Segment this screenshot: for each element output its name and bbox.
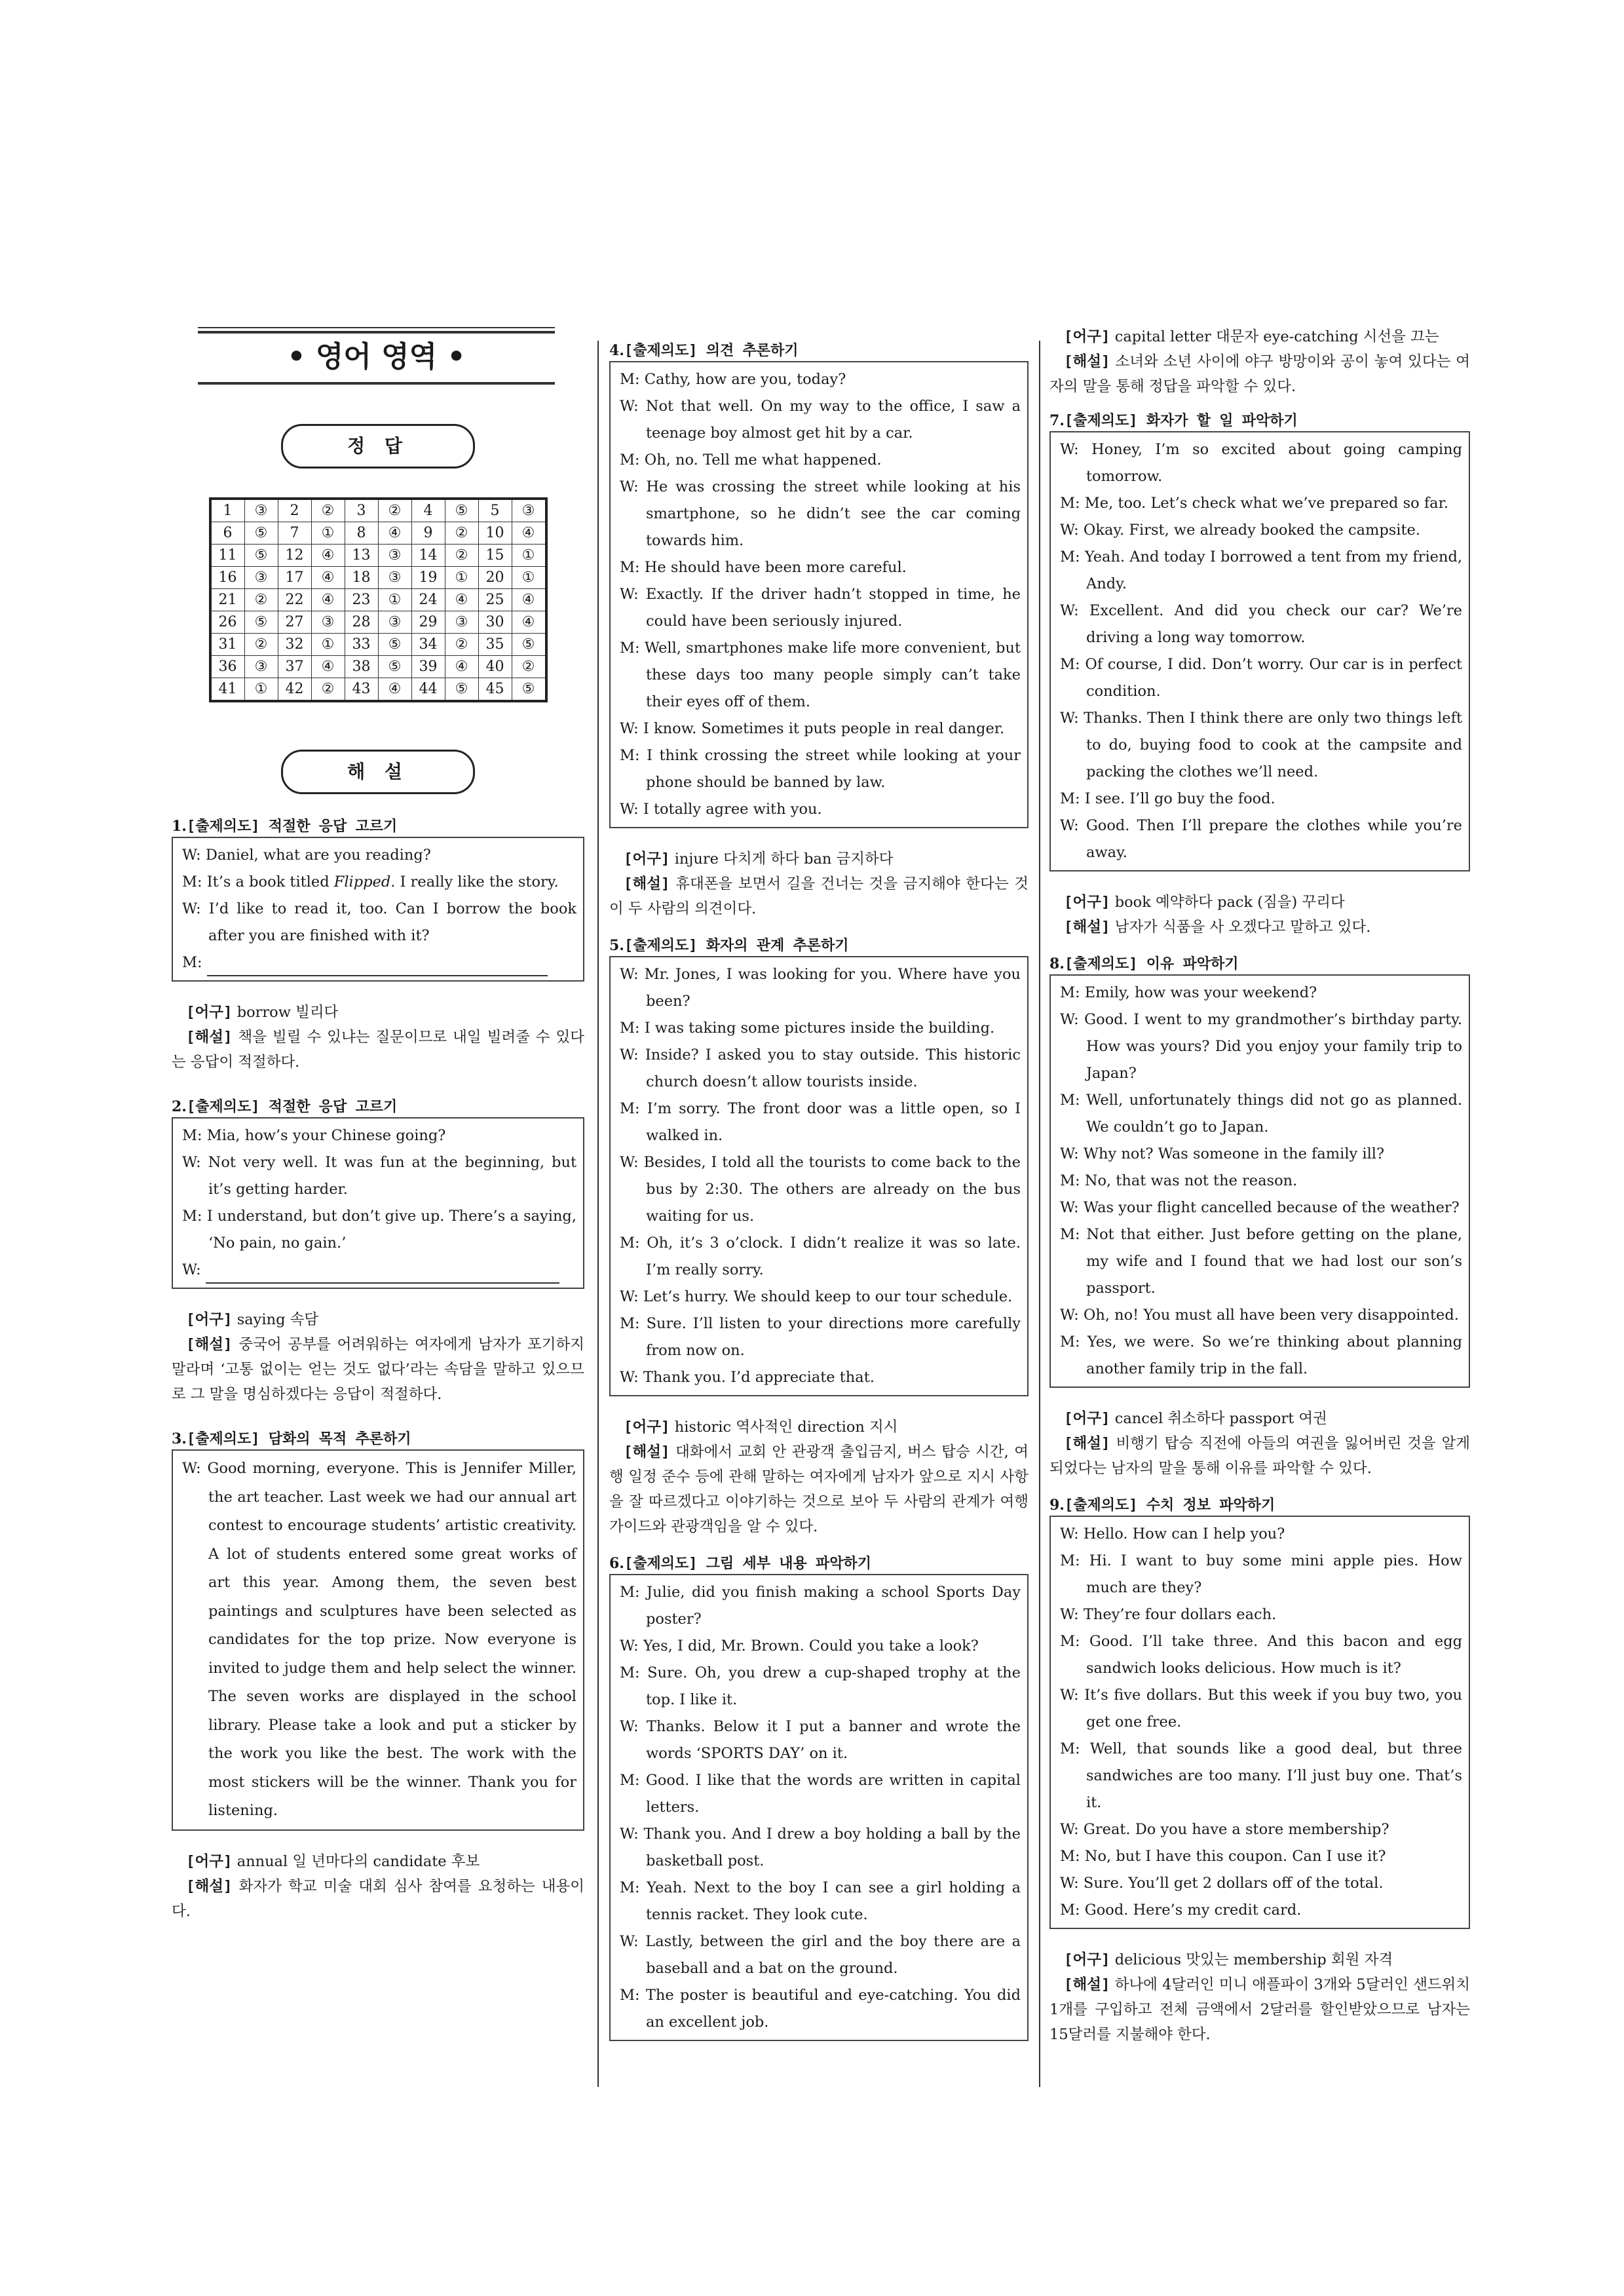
answer-mark: ② (512, 656, 546, 678)
answer-row (210, 611, 546, 634)
dialog-line: W: It’s five dollars. But this week if you buy two, you get one free. (1060, 1687, 1462, 1731)
q7-notes: [어구] book 예약하다 pack (짐을) 꾸리다 [해설] 남자가 식품을 사 오겠다고 말하고 있다. (1064, 894, 1371, 936)
answer-blank (206, 1268, 559, 1284)
q6-notes: [어구] capital letter 대문자 eye-catching 시선을 끄는 [해설] 소녀와 소년 사이에 야구 방망이와 공이 놓여 있다는 여자의 말을 통해 정답을 파악할 수 있다. (1049, 328, 1470, 395)
dialog-line: W: I totally agree with you. (620, 801, 822, 818)
question-number: 15 (478, 545, 512, 567)
answer-mark: ④ (311, 656, 345, 678)
answer-mark: ⑤ (244, 611, 278, 634)
q4-dialog (609, 361, 1029, 828)
question-number: 35 (478, 634, 512, 656)
question-number: 33 (345, 634, 378, 656)
dialog-line: M: Mia, how’s your Chinese going? (182, 1127, 446, 1144)
dialog-line: M: Sure. I’ll listen to your directions more carefully from now on. (620, 1315, 1021, 1359)
dialog-line: W: Why not? Was someone in the family ill? (1060, 1145, 1385, 1162)
question-2 (172, 1097, 584, 1407)
dialog-line: W: Thanks. Then I think there are only two things left to do, buying food to cook at the campsite and packing the clothes we’ll need. (1060, 710, 1462, 780)
answer-mark: ③ (244, 499, 278, 522)
answer-mark: ⑤ (445, 499, 478, 522)
answer-mark: ② (311, 678, 345, 702)
dialog-line: W: He was crossing the street while looking at his smartphone, so he didn’t see the car coming towards him. (620, 478, 1021, 549)
question-number: 29 (411, 611, 445, 634)
q8-heading: 8.[출제의도] 이유 파악하기 (1049, 955, 1239, 972)
column-divider-left (597, 341, 599, 2087)
q2-heading: 2.[출제의도] 적절한 응답 고르기 (172, 1098, 398, 1115)
answer-row (210, 499, 546, 522)
dialog-line: W: I’d like to read it, too. Can I borrow the book after you are finished with it? (182, 900, 576, 944)
q4-heading: 4.[출제의도] 의견 추론하기 (609, 342, 799, 359)
dialog-line: W: Not that well. On my way to the office, I saw a teenage boy almost get hit by a car. (620, 398, 1021, 442)
q3-heading: 3.[출제의도] 담화의 목적 추론하기 (172, 1430, 411, 1447)
dialog-line: M: Sure. Oh, you drew a cup-shaped trophy at the top. I like it. (620, 1664, 1021, 1708)
answer-mark: ① (378, 589, 411, 611)
dialog-line: W: Besides, I told all the tourists to come back to the bus by 2:30. The others are already on the bus waiting for us. (620, 1154, 1021, 1225)
q4-notes: [어구] injure 다치게 하다 ban 금지하다 [해설] 휴대폰을 보면서 길을 건너는 것을 금지해야 한다는 것이 두 사람의 의견이다. (609, 851, 1029, 917)
answer-mark: ④ (512, 589, 546, 611)
dialog-line: M: Yes, we were. So we’re thinking about planning another family trip in the fall. (1060, 1333, 1462, 1377)
dialog-line: W: They’re four dollars each. (1060, 1606, 1277, 1623)
answer-mark: ② (244, 634, 278, 656)
dialog-line: M: Yeah. And today I borrowed a tent from my friend, Andy. (1060, 548, 1462, 592)
question-number: 1 (210, 499, 245, 522)
question-number: 43 (345, 678, 378, 702)
answer-mark: ③ (311, 611, 345, 634)
dialog-line: M: Of course, I did. Don’t worry. Our car is in perfect condition. (1060, 656, 1462, 700)
answer-mark: ④ (445, 656, 478, 678)
question-4 (609, 341, 1029, 921)
answer-mark: ① (512, 567, 546, 589)
q3-dialog (172, 1449, 584, 1831)
answer-mark: ④ (311, 567, 345, 589)
answer-row (210, 545, 546, 567)
question-number: 21 (210, 589, 245, 611)
question-number: 14 (411, 545, 445, 567)
dialog-line: M: Not that either. Just before getting on the plane, my wife and I found that we had lost our son’s passport. (1060, 1226, 1462, 1297)
book-title: Flipped. (333, 873, 396, 890)
q5-notes: [어구] historic 역사적인 direction 지시 [해설] 대화에서 교회 안 관광객 출입금지, 버스 탑승 시간, 여행 일정 준수 등에 관해 말하는 여자에게 남자가 앞으로 지시 사항을 잘 따르겠다고 이야기하는 것으로 보아 두 사람의 관계가 여행 가이드와 관광객임을 알 수 있다. (609, 1419, 1029, 1535)
answer-mark: ④ (378, 678, 411, 702)
answer-mark: ② (378, 499, 411, 522)
dialog-line: M: Well, that sounds like a good deal, but three sandwiches are too many. I’ll just buy one. That’s it. (1060, 1740, 1462, 1811)
dialog-line: W: I know. Sometimes it puts people in real danger. (620, 720, 1005, 737)
answer-mark: ④ (512, 611, 546, 634)
answer-mark: ③ (512, 499, 546, 522)
dialog-line: M: Me, too. Let’s check what we’ve prepared so far. (1060, 495, 1449, 512)
question-7 (1049, 411, 1470, 940)
q6-heading: 6.[출제의도] 그림 세부 내용 파악하기 (609, 1555, 871, 1572)
question-number: 28 (345, 611, 378, 634)
dialog-line: W: Okay. First, we already booked the campsite. (1060, 522, 1420, 539)
answer-row (210, 656, 546, 678)
dialog-line: W: Not very well. It was fun at the beginning, but it’s getting harder. (182, 1154, 576, 1198)
dialog-line: W: Exactly. If the driver hadn’t stopped in time, he could have been seriously injured. (620, 586, 1021, 630)
answer-row (210, 634, 546, 656)
answer-mark: ⑤ (512, 678, 546, 702)
dialog-line: W: Yes, I did, Mr. Brown. Could you take a look? (620, 1637, 979, 1655)
question-number: 11 (210, 545, 245, 567)
answer-mark: ③ (378, 611, 411, 634)
q7-heading: 7.[출제의도] 화자가 할 일 파악하기 (1049, 412, 1298, 429)
answer-mark: ④ (512, 522, 546, 545)
dialog-line: W: Thank you. I’d appreciate that. (620, 1369, 875, 1386)
dialog-line: M: Hi. I want to buy some mini apple pies. How much are they? (1060, 1552, 1462, 1596)
answer-mark: ② (445, 522, 478, 545)
question-number: 30 (478, 611, 512, 634)
answer-mark: ③ (244, 656, 278, 678)
answer-mark: ① (311, 522, 345, 545)
question-number: 32 (278, 634, 311, 656)
answer-mark: ② (244, 589, 278, 611)
question-number: 13 (345, 545, 378, 567)
q9-notes: [어구] delicious 맛있는 membership 회원 자격 [해설] 하나에 4달러인 미니 애플파이 3개와 5달러인 샌드위치 1개를 구입하고 전체 금액에서 2달러를 할인받았으므로 남자는 15달러를 지불해야 한다. (1049, 1951, 1471, 2043)
answer-row (210, 522, 546, 545)
question-number: 16 (210, 567, 245, 589)
question-number: 19 (411, 567, 445, 589)
q5-heading: 5.[출제의도] 화자의 관계 추론하기 (609, 937, 849, 954)
question-number: 10 (478, 522, 512, 545)
answer-mark: ① (445, 567, 478, 589)
dialog-line: W: Good morning, everyone. This is Jennifer Miller, the art teacher. Last week we had our annual art contest to encourage students’ artistic creativity. A lot of students entered some great works of art this year. Among them, the seven best paintings and sculptures have been selected as candidates for the top prize. Now everyone is invited to judge them and help select the winner. The seven works are displayed in the school library. Please take a look and put a sticker by the work you like the best. The work with the most stickers will be the winner. Thank you for listening. (182, 1460, 576, 1819)
question-number: 20 (478, 567, 512, 589)
question-number: 25 (478, 589, 512, 611)
dialog-line: W: Honey, I’m so excited about going camping tomorrow. (1060, 441, 1462, 485)
dialog-line: M: Oh, it’s 3 o’clock. I didn’t realize it was so late. I’m really sorry. (620, 1234, 1021, 1278)
dialog-line: M: I understand, but don’t give up. There’s a saying, ‘No pain, no gain.’ (182, 1208, 576, 1252)
question-number: 41 (210, 678, 245, 702)
question-number: 12 (278, 545, 311, 567)
dialog-line: W: Sure. You’ll get 2 dollars off of the total. (1060, 1875, 1384, 1892)
question-number: 42 (278, 678, 311, 702)
answer-mark: ③ (244, 567, 278, 589)
dialog-line: W: Inside? I asked you to stay outside. This historic church doesn’t allow tourists inside. (620, 1046, 1021, 1090)
dialog-line: M: Cathy, how are you, today? (620, 371, 846, 388)
question-number: 8 (345, 522, 378, 545)
q1-notes: [어구] borrow 빌리다 [해설] 책을 빌릴 수 있냐는 질문이므로 내일 빌려줄 수 있다는 응답이 적절하다. (172, 1004, 584, 1071)
q8-dialog (1049, 974, 1470, 1388)
question-number: 24 (411, 589, 445, 611)
answer-mark: ⑤ (244, 545, 278, 567)
q5-dialog (609, 956, 1029, 1396)
dialog-line: W: Excellent. And did you check our car? We’re driving a long way tomorrow. (1060, 602, 1462, 646)
question-3 (172, 1429, 584, 1924)
dialog-line: W: Good. I went to my grandmother’s birthday party. How was yours? Did you enjoy your family trip to Japan? (1060, 1011, 1462, 1082)
q9-heading: 9.[출제의도] 수치 정보 파악하기 (1049, 1497, 1275, 1514)
answer-mark: ⑤ (378, 634, 411, 656)
column-3 (1049, 324, 1470, 2047)
question-number: 2 (278, 499, 311, 522)
question-number: 45 (478, 678, 512, 702)
answer-mark: ② (445, 545, 478, 567)
q8-notes: [어구] cancel 취소하다 passport 여권 [해설] 비행기 탑승 직전에 아들의 여권을 잃어버린 것을 알게 되었다는 남자의 말을 통해 이유를 파악할 수 있다. (1049, 1410, 1470, 1477)
answer-mark: ④ (311, 589, 345, 611)
dialog-line: M: No, but I have this coupon. Can I use it? (1060, 1848, 1386, 1865)
answer-mark: ⑤ (378, 656, 411, 678)
question-8 (1049, 954, 1470, 1481)
dialog-line: M: Good. Here’s my credit card. (1060, 1902, 1302, 1919)
question-number: 5 (478, 499, 512, 522)
answer-mark: ① (512, 545, 546, 567)
dialog-line: M: I was taking some pictures inside the building. (620, 1020, 995, 1037)
q9-dialog (1049, 1516, 1470, 1929)
dialog-line: W: Lastly, between the girl and the boy there are a baseball and a bat on the ground. (620, 1933, 1021, 1977)
q1-dialog (172, 837, 584, 982)
q7-dialog (1049, 431, 1470, 871)
question-number: 18 (345, 567, 378, 589)
question-1 (172, 816, 584, 1075)
question-number: 34 (411, 634, 445, 656)
answer-mark: ① (311, 634, 345, 656)
dialog-line: W: Thank you. And I drew a boy holding a ball by the basketball post. (620, 1826, 1021, 1869)
dialog-line: M: Yeah. Next to the boy I can see a girl holding a tennis racket. They look cute. (620, 1879, 1021, 1923)
question-number: 40 (478, 656, 512, 678)
question-number: 27 (278, 611, 311, 634)
dialog-line: W: Let’s hurry. We should keep to our tour schedule. (620, 1288, 1013, 1305)
answer-mark: ③ (378, 567, 411, 589)
dialog-line: M: He should have been more careful. (620, 559, 907, 576)
q1-heading: 1.[출제의도] 적절한 응답 고르기 (172, 818, 398, 835)
column-2 (609, 341, 1029, 2041)
answer-row (210, 589, 546, 611)
dialog-line: M: It’s a book titled Flipped. I really like the story. (182, 873, 559, 890)
question-number: 31 (210, 634, 245, 656)
dialog-line: W: Hello. How can I help you? (1060, 1525, 1285, 1542)
column-1 (172, 331, 584, 1924)
dialog-line: W: (182, 1257, 576, 1284)
answer-mark: ③ (445, 611, 478, 634)
answer-mark: ② (311, 499, 345, 522)
section-title: • 영어 영역 • (198, 331, 555, 385)
dialog-line: M: I think crossing the street while looking at your phone should be banned by law. (620, 747, 1021, 791)
question-number: 36 (210, 656, 245, 678)
dialog-line: M: Well, unfortunately things did not go as planned. We couldn’t go to Japan. (1060, 1092, 1462, 1136)
question-number: 3 (345, 499, 378, 522)
explanation-label: 해 설 (281, 750, 475, 794)
question-number: 38 (345, 656, 378, 678)
q2-dialog (172, 1117, 584, 1289)
question-number: 23 (345, 589, 378, 611)
question-number: 9 (411, 522, 445, 545)
question-number: 7 (278, 522, 311, 545)
answer-mark: ③ (378, 545, 411, 567)
column-divider-right (1039, 341, 1040, 2087)
dialog-line: M: Good. I like that the words are written in capital letters. (620, 1772, 1021, 1816)
dialog-line: M: The poster is beautiful and eye-catching. You did an excellent job. (620, 1987, 1021, 2031)
question-number: 37 (278, 656, 311, 678)
answer-table (209, 497, 548, 702)
answer-mark: ⑤ (244, 522, 278, 545)
answer-mark: ④ (445, 589, 478, 611)
question-9 (1049, 1495, 1470, 2047)
answer-row (210, 567, 546, 589)
answer-mark: ⑤ (512, 634, 546, 656)
question-number: 22 (278, 589, 311, 611)
answer-mark: ④ (378, 522, 411, 545)
question-number: 26 (210, 611, 245, 634)
answer-mark: ⑤ (445, 678, 478, 702)
dialog-line: M: No, that was not the reason. (1060, 1172, 1298, 1189)
question-6 (609, 1554, 1029, 2041)
answer-mark: ② (445, 634, 478, 656)
answer-mark: ④ (311, 545, 345, 567)
dialog-line: M: Julie, did you finish making a school Sports Day poster? (620, 1584, 1021, 1628)
dialog-line: M: Emily, how was your weekend? (1060, 984, 1317, 1001)
dialog-line: M: (182, 949, 576, 976)
dialog-line: M: Well, smartphones make life more convenient, but these days too many people simply can’t take their eyes off of them. (620, 640, 1021, 710)
answers-label: 정 답 (281, 424, 475, 469)
dialog-line: W: Daniel, what are you reading? (182, 847, 431, 864)
dialog-line: M: Oh, no. Tell me what happened. (620, 451, 882, 469)
answer-blank (207, 961, 548, 976)
question-number: 44 (411, 678, 445, 702)
answer-row (210, 678, 546, 702)
question-number: 17 (278, 567, 311, 589)
question-number: 6 (210, 522, 245, 545)
dialog-line: W: Thanks. Below it I put a banner and wrote the words ‘SPORTS DAY’ on it. (620, 1718, 1021, 1762)
dialog-line: M: Good. I’ll take three. And this bacon and egg sandwich looks delicious. How much is it? (1060, 1633, 1462, 1677)
question-number: 4 (411, 499, 445, 522)
dialog-line: W: Oh, no! You must all have been very disappointed. (1060, 1307, 1459, 1324)
question-number: 39 (411, 656, 445, 678)
question-5 (609, 936, 1029, 1539)
dialog-line: W: Good. Then I’ll prepare the clothes while you’re away. (1060, 817, 1462, 861)
q6-dialog (609, 1574, 1029, 2041)
dialog-line: W: Great. Do you have a store membership? (1060, 1821, 1389, 1838)
dialog-line: M: I’m sorry. The front door was a little open, so I walked in. (620, 1100, 1021, 1144)
dialog-line: W: Was your flight cancelled because of the weather? (1060, 1199, 1460, 1216)
q2-notes: [어구] saying 속담 [해설] 중국어 공부를 어려워하는 여자에게 남자가 포기하지 말라며 ‘고통 없이는 얻는 것도 없다’라는 속담을 말하고 있으므로 그 말을 명심하겠다는 응답이 적절하다. (172, 1311, 584, 1403)
answer-mark: ① (244, 678, 278, 702)
dialog-line: M: I see. I’ll go buy the food. (1060, 790, 1275, 807)
dialog-line: W: Mr. Jones, I was looking for you. Where have you been? (620, 966, 1021, 1010)
q3-notes: [어구] annual 일 년마다의 candidate 후보 [해설] 화자가 학교 미술 대회 심사 참여를 요청하는 내용이다. (172, 1852, 584, 1920)
